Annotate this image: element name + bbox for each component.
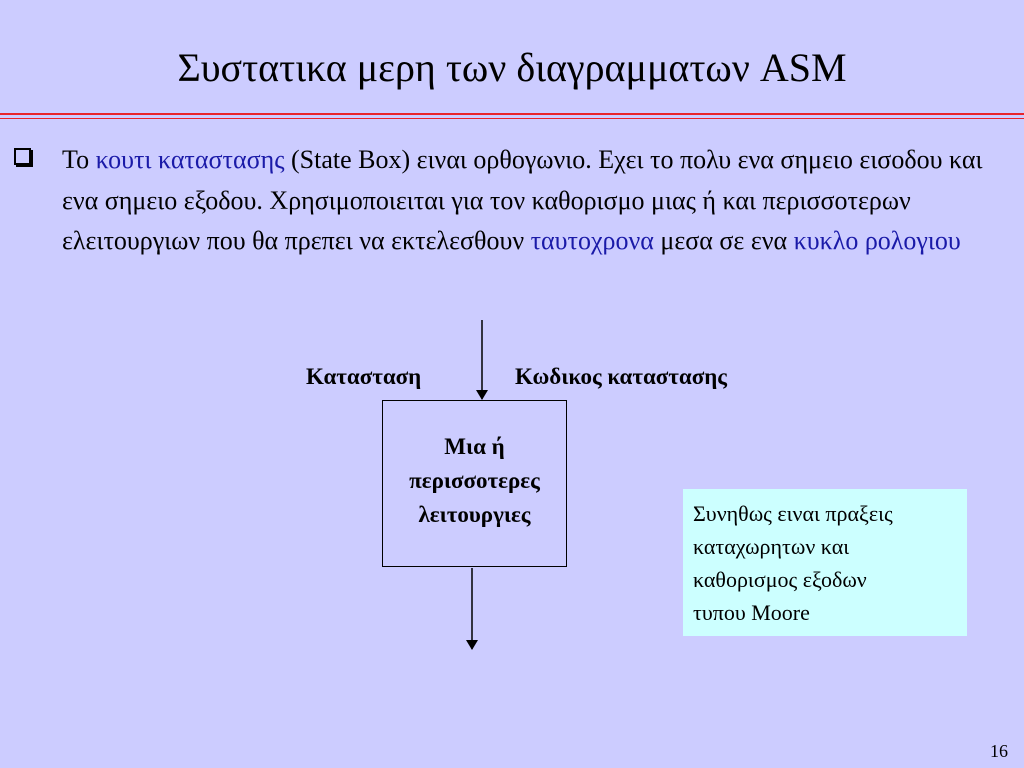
bullet-text-part: μεσα σε ενα (653, 226, 794, 255)
term-state-box: κουτι καταστασης (95, 145, 285, 174)
note-line: Συνηθως ειναι πραξεις (693, 501, 893, 526)
note-line: καθορισμος εξοδων (693, 567, 867, 592)
note-box (683, 489, 967, 636)
note-line: τυπου Moore (693, 600, 810, 625)
state-box-line: λειτουργιες (418, 502, 531, 527)
note-line: καταχωρητων και (693, 534, 850, 559)
state-name-label: Κατασταση (306, 364, 422, 389)
slide-title: Συστατικα μερη των διαγραμματων ASM (177, 45, 847, 90)
state-box-line: Μια ή (444, 434, 505, 459)
term-clock-cycle: κυκλο ρολογιου (793, 226, 961, 255)
state-code-label: Κωδικος καταστασης (515, 364, 727, 389)
page-number: 16 (990, 741, 1008, 761)
bullet-text-part: (State Box) ειναι ορθογωνιο. Εχει το πολυ ενα σημειο εισοδου και ενα σημειο εξοδου. Χρησιμοποιειται για τον καθορισμο μιας ή και περισσοτερων ελειτουργιων που θα πρεπει να εκτελεσθουν (62, 145, 983, 255)
state-box-line: περισσοτερες (409, 468, 540, 493)
state-box-text (382, 430, 567, 532)
bullet-text-part: Το (62, 145, 96, 174)
term-simultaneously: ταυτοχρονα (530, 226, 654, 255)
